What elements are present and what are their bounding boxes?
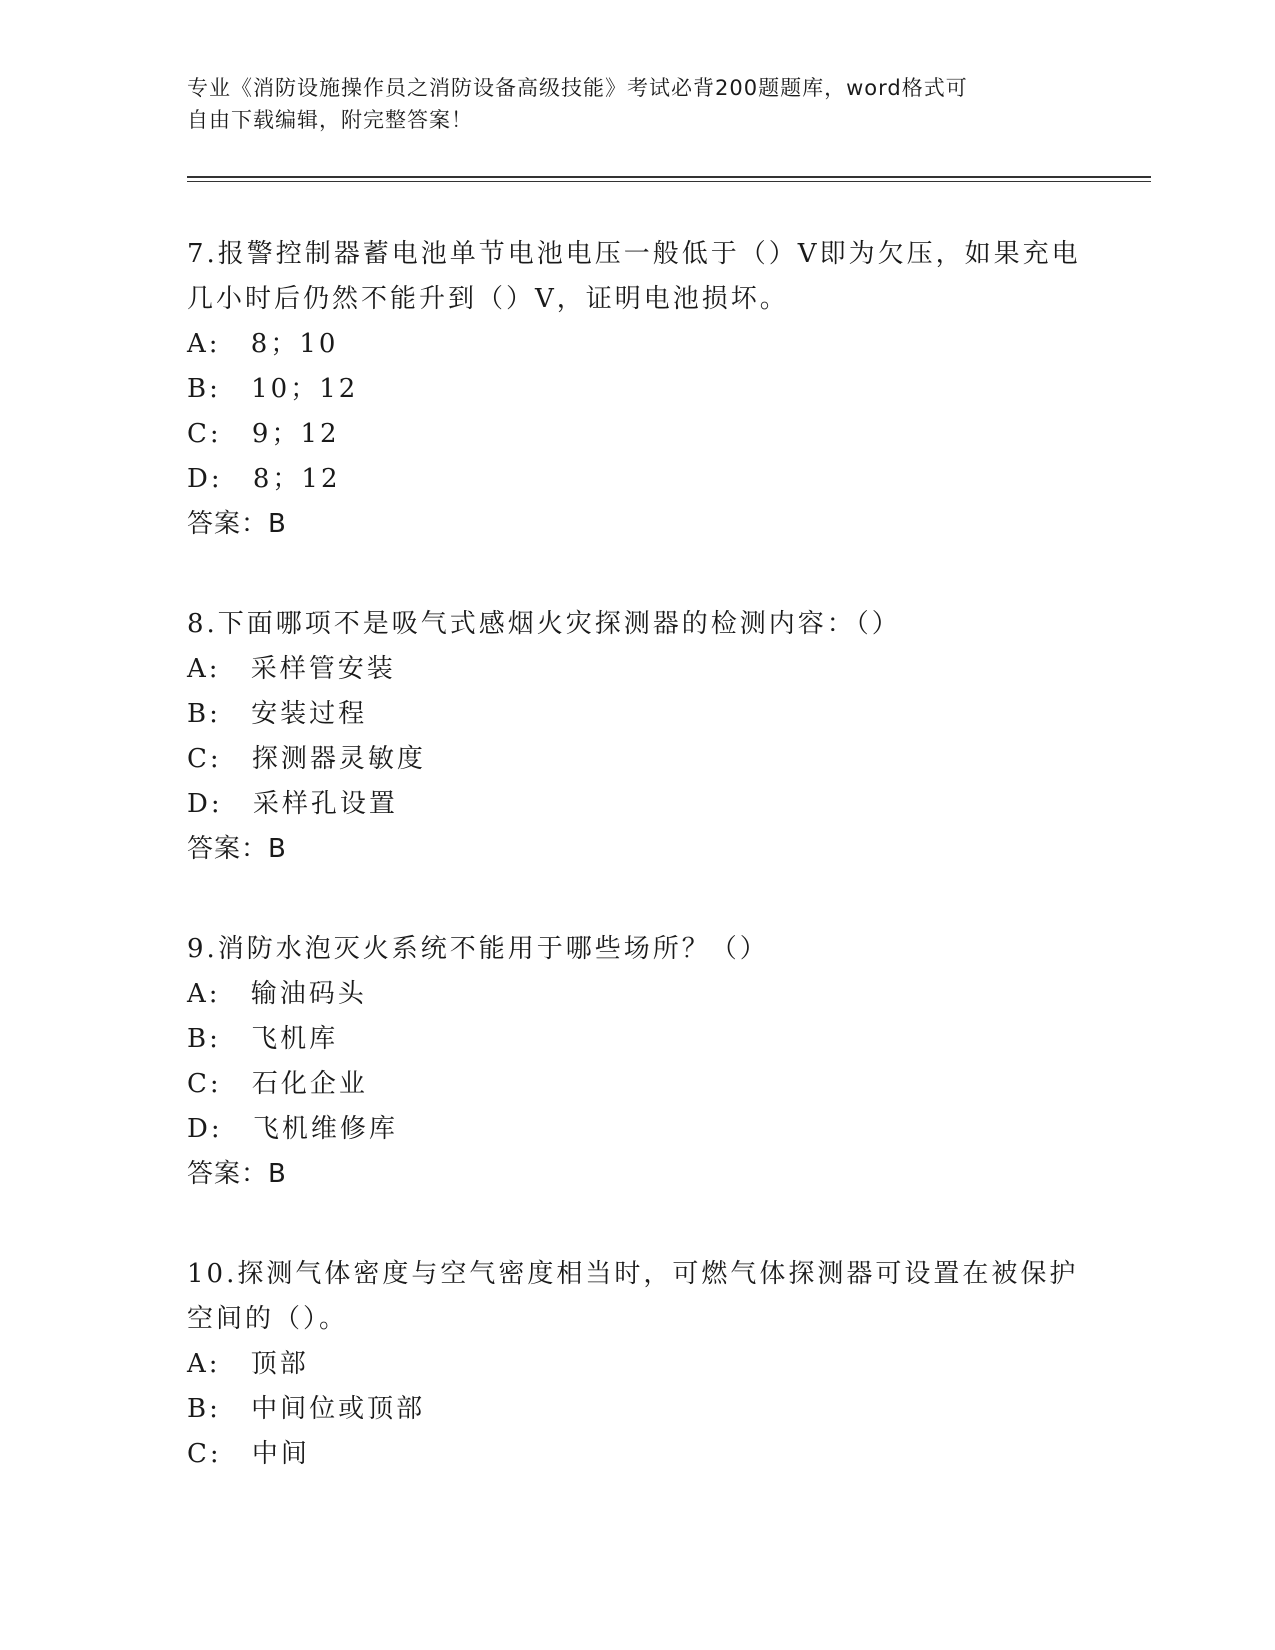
- option-b: [187, 367, 1087, 412]
- question-stem: [187, 232, 1087, 322]
- header-line-1: 专业《消防设施操作员之消防设备高级技能》考试必背200题题库，word格式可: [187, 76, 968, 100]
- option-b: [187, 1017, 1087, 1062]
- option-c: [187, 1432, 1087, 1477]
- option-key: D: [187, 789, 211, 819]
- option-text: 输油码头: [250, 979, 367, 1009]
- option-text: 安装过程: [251, 699, 368, 729]
- option-key: C: [187, 1439, 210, 1469]
- option-c: [187, 1062, 1087, 1107]
- question-10: [187, 1252, 1087, 1477]
- option-separator: :: [208, 1349, 221, 1379]
- option-separator: :: [208, 654, 221, 684]
- option-separator: :: [209, 1439, 222, 1469]
- option-key: B: [187, 699, 210, 729]
- option-separator: :: [209, 419, 222, 449]
- question-list: [187, 232, 1087, 1532]
- answer-line: 答案：B: [187, 509, 287, 539]
- option-a: [187, 647, 1087, 692]
- question-stem-line-1: 7.报警控制器蓄电池单节电池电压一般低于（）V即为欠压，如果充电: [187, 239, 1081, 269]
- option-key: B: [187, 374, 210, 404]
- option-key: D: [187, 1114, 211, 1144]
- option-b: [187, 1387, 1087, 1432]
- option-separator: :: [209, 744, 222, 774]
- option-a: [187, 322, 1087, 367]
- option-text: 采样管安装: [250, 654, 396, 684]
- question-stem-line-2: 几小时后仍然不能升到（）V，证明电池损坏。: [187, 284, 789, 314]
- question-stem: [187, 602, 1087, 647]
- option-b: [187, 692, 1087, 737]
- question-7: [187, 232, 1087, 547]
- header-divider-thin: [187, 181, 1151, 182]
- question-8: [187, 602, 1087, 872]
- option-key: A: [187, 979, 209, 1009]
- answer-line: 答案：B: [187, 834, 287, 864]
- option-text: 飞机维修库: [252, 1114, 398, 1144]
- option-separator: :: [209, 1024, 221, 1054]
- document-header: [187, 72, 1087, 136]
- option-key: A: [187, 1349, 209, 1379]
- option-separator: :: [210, 464, 223, 494]
- option-text: 8；10: [250, 329, 339, 359]
- answer-line: 答案：B: [187, 1159, 287, 1189]
- question-stem: [187, 1252, 1087, 1342]
- option-text: 10；12: [251, 374, 359, 404]
- option-c: [187, 412, 1087, 457]
- option-key: C: [187, 744, 210, 774]
- option-a: [187, 972, 1087, 1017]
- option-d: [187, 782, 1087, 827]
- question-stem-line-1: 8.下面哪项不是吸气式感烟火灾探测器的检测内容：（）: [187, 609, 901, 639]
- option-text: 探测器灵敏度: [251, 744, 426, 774]
- option-separator: :: [209, 374, 221, 404]
- option-key: A: [187, 329, 209, 359]
- option-c: [187, 737, 1087, 782]
- question-stem-line-2: 空间的（）。: [187, 1304, 349, 1334]
- option-separator: :: [209, 1069, 222, 1099]
- option-separator: :: [210, 1114, 223, 1144]
- option-text: 顶部: [250, 1349, 309, 1379]
- header-divider-thick: [187, 176, 1151, 178]
- option-key: C: [187, 419, 210, 449]
- option-d: [187, 457, 1087, 502]
- question-stem: [187, 927, 1087, 972]
- option-text: 8；12: [252, 464, 341, 494]
- option-text: 石化企业: [251, 1069, 368, 1099]
- header-line-2: 自由下载编辑，附完整答案！: [187, 108, 473, 132]
- option-text: 9；12: [251, 419, 340, 449]
- option-text: 中间: [251, 1439, 310, 1469]
- option-key: B: [187, 1024, 210, 1054]
- option-separator: :: [208, 329, 221, 359]
- option-separator: :: [208, 979, 221, 1009]
- option-key: C: [187, 1069, 210, 1099]
- option-a: [187, 1342, 1087, 1387]
- option-separator: :: [209, 1394, 221, 1424]
- option-d: [187, 1107, 1087, 1152]
- option-text: 飞机库: [251, 1024, 339, 1054]
- option-text: 中间位或顶部: [251, 1394, 426, 1424]
- question-stem-line-1: 9.消防水泡灭火系统不能用于哪些场所？（）: [187, 934, 769, 964]
- option-key: B: [187, 1394, 210, 1424]
- question-9: [187, 927, 1087, 1197]
- option-separator: :: [209, 699, 221, 729]
- option-separator: :: [210, 789, 223, 819]
- option-key: A: [187, 654, 209, 684]
- option-text: 采样孔设置: [252, 789, 398, 819]
- option-key: D: [187, 464, 211, 494]
- question-stem-line-1: 10.探测气体密度与空气密度相当时，可燃气体探测器可设置在被保护: [187, 1259, 1079, 1289]
